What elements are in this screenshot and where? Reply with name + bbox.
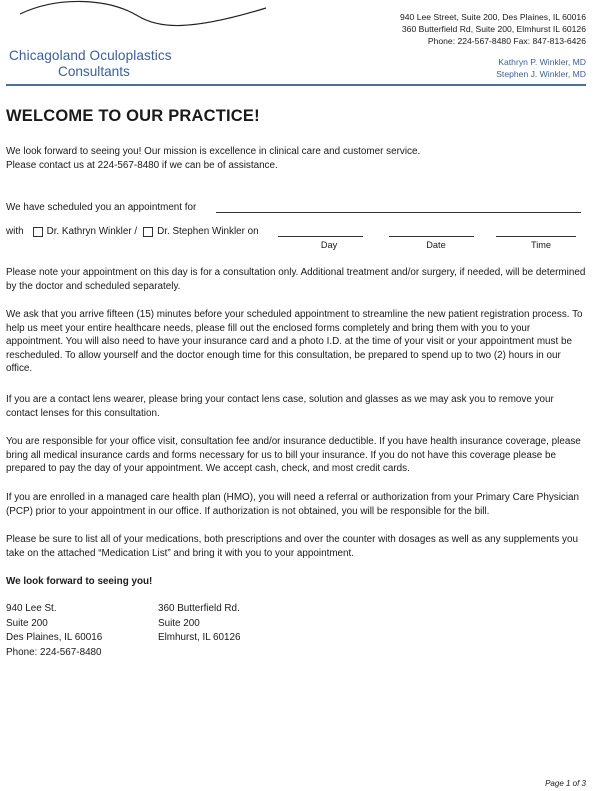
day-caption: Day	[320, 240, 338, 250]
hmo-paragraph: If you are enrolled in a managed care health plan (HMO), you will need a referral or authorization from your Primary Care Physician (PCP) prior to your appointment in our office. If authorization is not obtained, you will be responsible for the bill.	[6, 492, 580, 517]
medications-paragraph: Please be sure to list all of your medications, both prescriptions and over the counter with dosages as well as any supplements you take on the attached “Medication List” and bring it with you to your appointment.	[6, 534, 578, 559]
office-address-des-plaines	[6, 602, 102, 660]
office2-line2: Suite 200	[158, 617, 200, 629]
contact-lens-paragraph: If you are a contact lens wearer, please bring your contact lens case, solution and glasses as we may ask you to remove your contact lenses for this consultation.	[6, 394, 554, 419]
doctor-name-1: Kathryn P. Winkler, MD	[498, 57, 586, 67]
checkbox-stephen-winkler[interactable]	[143, 227, 153, 237]
office2-line3: Elmhurst, IL 60126	[158, 632, 241, 643]
intro-paragraph	[6, 145, 586, 172]
doctor-choice-row	[6, 226, 259, 237]
doctor-option-1: Dr. Kathryn Winkler /	[46, 226, 138, 237]
day-blank-field[interactable]	[278, 236, 363, 237]
office1-phone: Phone: 224-567-8480	[6, 646, 102, 658]
arrival-paragraph: We ask that you arrive fifteen (15) minutes before your scheduled appointment to streamline the new patient registration process. To help us meet your entire healthcare needs, please fill out the enclosed forms completely and bring them with you to your appointment. You will also need to have your insurance card and a photo I.D. at the time of your visit or your appointment must be rescheduled. To allow yourself and the doctor enough time for this consultation, be prepared to spend up to two (2) hours in our office.	[6, 309, 583, 374]
closing-line: We look forward to seeing you!	[6, 576, 153, 587]
appointment-blank-field[interactable]	[216, 212, 581, 213]
intro-line-1: We look forward to seeing you! Our mission is excellence in clinical care and customer service.	[6, 146, 421, 157]
header-doctors	[496, 56, 586, 80]
logo-swoosh-icon	[18, 0, 268, 40]
office2-line1: 360 Butterfield Rd.	[158, 603, 240, 614]
page-number: Page 1 of 3	[545, 779, 586, 788]
logo-name-line2: Consultants	[58, 64, 130, 79]
intro-line-2: Please contact us at 224-567-8480 if we can be of assistance.	[6, 159, 278, 171]
date-caption: Date	[426, 240, 446, 250]
office1-line3: Des Plaines, IL 60016	[6, 632, 103, 643]
office1-line1: 940 Lee St.	[6, 603, 57, 614]
doctor-name-2: Stephen J. Winkler, MD	[496, 69, 586, 79]
phone-fax: Phone: 224-567-8480 Fax: 847-813-6426	[427, 36, 586, 46]
insurance-paragraph: You are responsible for your office visit, consultation fee and/or insurance deductible. If you have health insurance coverage, please bring all medical insurance cards and forms necessary for us to bill your insurance. If you do not have this coverage please be prepared to pay the day of your appointment. We accept cash, check, and most credit cards.	[6, 436, 581, 474]
time-caption: Time	[530, 240, 552, 250]
logo-name-line1: Chicagoland Oculoplastics	[9, 48, 172, 63]
appointment-label: We have scheduled you an appointment for	[6, 202, 197, 213]
office-address-elmhurst	[158, 602, 241, 646]
header-address	[400, 11, 586, 47]
doctor-option-2: Dr. Stephen Winkler on	[157, 226, 259, 237]
checkbox-kathryn-winkler[interactable]	[33, 227, 43, 237]
office1-line2: Suite 200	[6, 617, 48, 629]
time-blank-field[interactable]	[496, 236, 576, 237]
date-blank-field[interactable]	[389, 236, 474, 237]
with-label: with	[6, 226, 24, 237]
address-line-2: 360 Butterfield Rd, Suite 200, Elmhurst IL 60126	[401, 24, 586, 34]
header-divider	[6, 84, 586, 86]
address-line-1: 940 Lee Street, Suite 200, Des Plaines, IL 60016	[399, 12, 586, 22]
consultation-paragraph: Please note your appointment on this day is for a consultation only. Additional treatment and/or surgery, if needed, will be determined by the doctor and scheduled separately.	[6, 267, 586, 292]
page-title: WELCOME TO OUR PRACTICE!	[6, 107, 260, 125]
